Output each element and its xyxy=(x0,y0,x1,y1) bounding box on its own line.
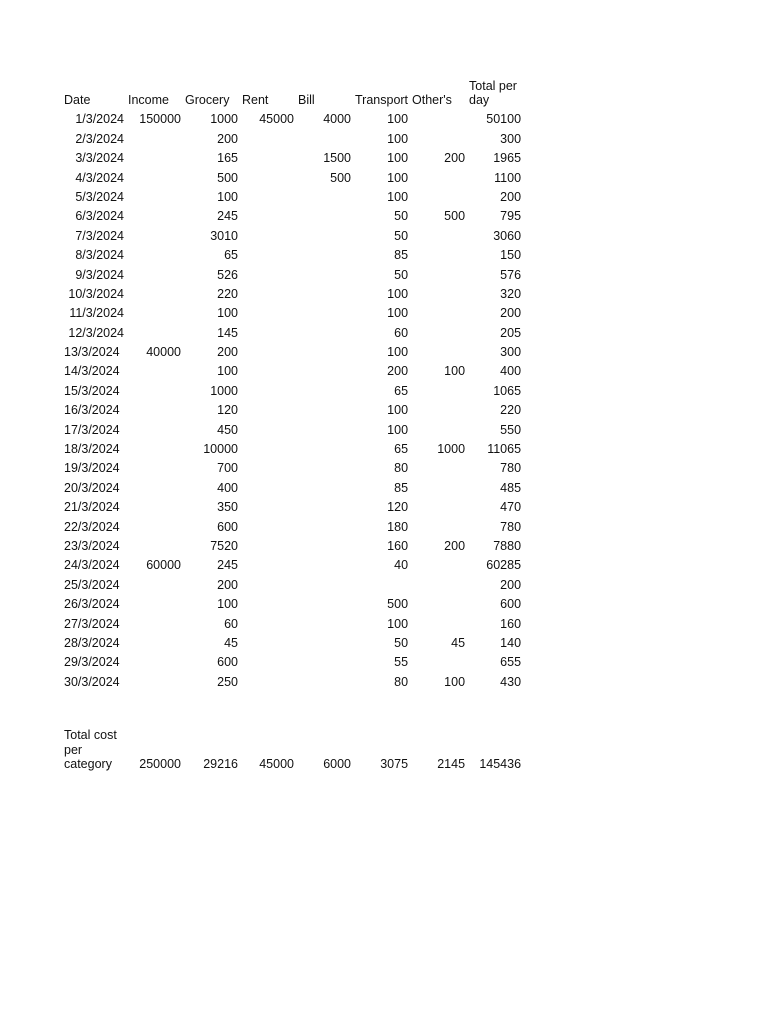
cell-bill[interactable] xyxy=(296,669,353,688)
total-total-per-day[interactable]: 145436 xyxy=(479,757,522,772)
cell-bill[interactable] xyxy=(296,534,353,553)
table-row xyxy=(62,592,523,611)
cell-date[interactable]: 27/3/2024 xyxy=(64,616,120,631)
cell-transport[interactable]: 50 xyxy=(394,209,409,224)
table-row xyxy=(62,650,523,669)
cell-others[interactable] xyxy=(410,417,467,436)
cell-grocery[interactable]: 100 xyxy=(217,364,238,379)
table-row xyxy=(62,107,523,126)
cell-income[interactable] xyxy=(126,223,183,242)
cell-bill[interactable] xyxy=(296,417,353,436)
cell-bill[interactable] xyxy=(296,223,353,242)
cell-rent[interactable] xyxy=(240,185,296,204)
cell-transport[interactable]: 40 xyxy=(394,558,409,573)
cell-others[interactable] xyxy=(410,475,467,494)
header-grocery[interactable]: Grocery xyxy=(185,93,230,107)
cell-bill[interactable] xyxy=(296,398,353,417)
cell-transport[interactable]: 80 xyxy=(394,461,409,476)
cell-total-per-day[interactable]: 655 xyxy=(500,655,522,670)
cell-total-per-day[interactable]: 780 xyxy=(500,461,522,476)
cell-bill[interactable] xyxy=(296,514,353,533)
cell-grocery[interactable]: 100 xyxy=(217,189,238,204)
cell-income[interactable] xyxy=(126,456,183,475)
cell-income[interactable] xyxy=(126,126,183,145)
totals-row xyxy=(62,727,523,772)
cell-total-per-day[interactable]: 600 xyxy=(500,597,522,612)
cell-income[interactable] xyxy=(126,437,183,456)
cell-income[interactable] xyxy=(126,631,183,650)
cell-date[interactable]: 4/3/2024 xyxy=(75,170,124,185)
cell-others[interactable] xyxy=(410,514,467,533)
table-row xyxy=(62,320,523,339)
cell-income[interactable] xyxy=(126,185,183,204)
cell-bill[interactable] xyxy=(296,262,353,281)
cell-total-per-day[interactable]: 200 xyxy=(500,189,522,204)
header-income[interactable]: Income xyxy=(128,93,169,107)
cell-income[interactable] xyxy=(126,514,183,533)
cell-rent[interactable]: 45000 xyxy=(259,112,294,127)
cell-total-per-day[interactable]: 150 xyxy=(500,248,522,263)
cell-total-per-day[interactable]: 140 xyxy=(500,635,522,650)
cell-others[interactable] xyxy=(410,165,467,184)
spreadsheet xyxy=(62,76,523,772)
cell-income[interactable]: 40000 xyxy=(146,345,181,360)
total-rent[interactable]: 45000 xyxy=(259,757,294,772)
table-row xyxy=(62,572,523,591)
empty-cell[interactable] xyxy=(183,689,240,727)
cell-bill[interactable] xyxy=(296,282,353,301)
table-row xyxy=(62,359,523,378)
cell-total-per-day[interactable]: 200 xyxy=(500,306,522,321)
header-bill[interactable]: Bill xyxy=(298,93,315,107)
total-transport[interactable]: 3075 xyxy=(380,757,409,772)
cell-transport[interactable] xyxy=(353,572,410,591)
cell-transport[interactable]: 65 xyxy=(394,442,409,457)
table-row xyxy=(62,669,523,688)
empty-cell[interactable] xyxy=(410,689,467,727)
cell-bill[interactable] xyxy=(296,340,353,359)
cell-rent[interactable] xyxy=(240,126,296,145)
cell-grocery[interactable]: 450 xyxy=(217,422,238,437)
cell-total-per-day[interactable]: 60285 xyxy=(486,558,522,573)
cell-bill[interactable]: 1500 xyxy=(323,151,351,166)
cell-others[interactable] xyxy=(410,398,467,417)
cell-date[interactable]: 8/3/2024 xyxy=(75,248,124,263)
cell-date[interactable]: 13/3/2024 xyxy=(64,345,120,360)
cell-grocery[interactable]: 200 xyxy=(217,131,238,146)
table-row xyxy=(62,553,523,572)
cell-date[interactable]: 16/3/2024 xyxy=(64,403,120,418)
cell-date[interactable]: 28/3/2024 xyxy=(64,635,120,650)
empty-row xyxy=(62,689,523,727)
cell-date[interactable]: 15/3/2024 xyxy=(64,383,120,398)
cell-rent[interactable] xyxy=(240,340,296,359)
cell-rent[interactable] xyxy=(240,204,296,223)
cell-date[interactable]: 19/3/2024 xyxy=(64,461,120,476)
cell-grocery[interactable]: 120 xyxy=(217,403,238,418)
cell-others[interactable]: 500 xyxy=(444,209,466,224)
cell-income[interactable] xyxy=(126,301,183,320)
cell-bill[interactable] xyxy=(296,456,353,475)
cell-income[interactable] xyxy=(126,243,183,262)
cell-date[interactable]: 30/3/2024 xyxy=(64,674,120,689)
cell-transport[interactable]: 100 xyxy=(387,151,409,166)
cell-total-per-day[interactable]: 11065 xyxy=(487,442,522,457)
cell-date[interactable]: 14/3/2024 xyxy=(64,364,120,379)
cell-others[interactable] xyxy=(410,107,467,126)
cell-date[interactable]: 18/3/2024 xyxy=(64,442,120,457)
cell-others[interactable] xyxy=(410,185,467,204)
cell-total-per-day[interactable]: 400 xyxy=(500,364,522,379)
total-income[interactable]: 250000 xyxy=(139,757,181,772)
cell-income[interactable] xyxy=(126,417,183,436)
cell-bill[interactable] xyxy=(296,301,353,320)
cell-total-per-day[interactable]: 576 xyxy=(500,267,522,282)
cell-income[interactable]: 150000 xyxy=(139,112,181,127)
cell-grocery[interactable]: 600 xyxy=(217,519,238,534)
cell-grocery[interactable]: 7520 xyxy=(210,538,238,553)
cell-bill[interactable] xyxy=(296,204,353,223)
header-transport[interactable]: Transport xyxy=(355,93,409,107)
cell-date[interactable]: 24/3/2024 xyxy=(64,558,120,573)
cell-grocery[interactable]: 200 xyxy=(217,577,238,592)
total-grocery[interactable]: 29216 xyxy=(203,757,238,772)
cell-total-per-day[interactable]: 7880 xyxy=(493,538,522,553)
cell-others[interactable] xyxy=(410,126,467,145)
cell-date[interactable]: 21/3/2024 xyxy=(64,500,120,515)
cell-grocery[interactable]: 10000 xyxy=(203,442,238,457)
table-row xyxy=(62,456,523,475)
table-row xyxy=(62,204,523,223)
cell-rent[interactable] xyxy=(240,631,296,650)
cell-bill[interactable]: 4000 xyxy=(323,112,351,127)
cell-grocery[interactable]: 100 xyxy=(217,306,238,321)
cell-grocery[interactable]: 3010 xyxy=(210,228,238,243)
cell-date[interactable]: 6/3/2024 xyxy=(75,209,124,224)
cell-transport[interactable]: 60 xyxy=(394,325,409,340)
cell-bill[interactable] xyxy=(296,243,353,262)
cell-bill[interactable] xyxy=(296,126,353,145)
cell-transport[interactable]: 50 xyxy=(394,635,409,650)
table-row xyxy=(62,495,523,514)
cell-rent[interactable] xyxy=(240,243,296,262)
table-row xyxy=(62,398,523,417)
cell-rent[interactable] xyxy=(240,592,296,611)
cell-bill[interactable] xyxy=(296,359,353,378)
cell-total-per-day[interactable]: 3060 xyxy=(493,228,522,243)
cell-others[interactable] xyxy=(410,495,467,514)
cell-income[interactable] xyxy=(126,572,183,591)
header-total-per-day[interactable]: Total per day xyxy=(469,79,517,107)
cell-grocery[interactable]: 200 xyxy=(217,345,238,360)
table-row xyxy=(62,611,523,630)
table-row xyxy=(62,126,523,145)
cell-date[interactable]: 1/3/2024 xyxy=(75,112,124,127)
cell-grocery[interactable]: 145 xyxy=(217,325,238,340)
cell-transport[interactable]: 100 xyxy=(387,170,409,185)
cell-transport[interactable]: 80 xyxy=(394,674,409,689)
cell-total-per-day[interactable]: 205 xyxy=(500,325,522,340)
cell-others[interactable]: 1000 xyxy=(437,442,466,457)
cell-grocery[interactable]: 100 xyxy=(217,597,238,612)
cell-others[interactable] xyxy=(410,650,467,669)
cell-others[interactable] xyxy=(410,223,467,242)
cell-income[interactable] xyxy=(126,378,183,397)
cell-income[interactable] xyxy=(126,398,183,417)
cell-rent[interactable] xyxy=(240,456,296,475)
cell-rent[interactable] xyxy=(240,282,296,301)
cell-total-per-day[interactable]: 200 xyxy=(500,577,522,592)
table-row xyxy=(62,534,523,553)
cell-date[interactable]: 20/3/2024 xyxy=(64,480,120,495)
cell-grocery[interactable]: 350 xyxy=(217,500,238,515)
header-date[interactable]: Date xyxy=(64,93,91,107)
cell-others[interactable]: 200 xyxy=(444,538,466,553)
cell-income[interactable] xyxy=(126,320,183,339)
cell-grocery[interactable]: 526 xyxy=(217,267,238,282)
cell-grocery[interactable]: 400 xyxy=(217,480,238,495)
cell-total-per-day[interactable]: 550 xyxy=(500,422,522,437)
cell-rent[interactable] xyxy=(240,417,296,436)
cell-transport[interactable]: 100 xyxy=(387,306,409,321)
table-row xyxy=(62,282,523,301)
cell-income[interactable] xyxy=(126,669,183,688)
cell-bill[interactable] xyxy=(296,631,353,650)
totals-label[interactable]: Total cost per category xyxy=(64,728,117,772)
cell-grocery[interactable]: 245 xyxy=(217,209,238,224)
cell-others[interactable]: 200 xyxy=(444,151,466,166)
cell-others[interactable] xyxy=(410,262,467,281)
empty-cell[interactable] xyxy=(296,689,353,727)
table-row xyxy=(62,223,523,242)
table-row xyxy=(62,146,523,165)
cell-date[interactable]: 3/3/2024 xyxy=(75,151,124,166)
empty-cell[interactable] xyxy=(126,689,183,727)
cell-total-per-day[interactable]: 795 xyxy=(500,209,522,224)
cell-grocery[interactable]: 65 xyxy=(224,248,238,263)
cell-income[interactable] xyxy=(126,146,183,165)
cell-rent[interactable] xyxy=(240,475,296,494)
cell-transport[interactable]: 50 xyxy=(394,228,409,243)
cell-transport[interactable]: 100 xyxy=(387,422,409,437)
cell-rent[interactable] xyxy=(240,398,296,417)
cell-income[interactable] xyxy=(126,592,183,611)
cell-date[interactable]: 25/3/2024 xyxy=(64,577,120,592)
cell-income[interactable] xyxy=(126,650,183,669)
table-row xyxy=(62,514,523,533)
cell-date[interactable]: 22/3/2024 xyxy=(64,519,120,534)
cell-total-per-day[interactable]: 50100 xyxy=(486,112,522,127)
cell-bill[interactable] xyxy=(296,611,353,630)
cell-others[interactable] xyxy=(410,301,467,320)
cell-others[interactable] xyxy=(410,572,467,591)
cell-date[interactable]: 17/3/2024 xyxy=(64,422,120,437)
cell-rent[interactable] xyxy=(240,301,296,320)
table-row xyxy=(62,262,523,281)
cell-transport[interactable]: 100 xyxy=(387,286,409,301)
cell-total-per-day[interactable]: 1065 xyxy=(493,383,522,398)
cell-rent[interactable] xyxy=(240,262,296,281)
cell-transport[interactable]: 100 xyxy=(387,616,409,631)
cell-transport[interactable]: 100 xyxy=(387,112,409,127)
cell-grocery[interactable]: 45 xyxy=(224,635,238,650)
total-others[interactable]: 2145 xyxy=(437,757,466,772)
cell-others[interactable] xyxy=(410,611,467,630)
cell-rent[interactable] xyxy=(240,495,296,514)
cell-transport[interactable]: 50 xyxy=(394,267,409,282)
cell-grocery[interactable]: 245 xyxy=(217,558,238,573)
cell-transport[interactable]: 100 xyxy=(387,189,409,204)
cell-bill[interactable] xyxy=(296,553,353,572)
cell-bill[interactable] xyxy=(296,320,353,339)
cell-rent[interactable] xyxy=(240,534,296,553)
cell-income[interactable] xyxy=(126,611,183,630)
cell-rent[interactable] xyxy=(240,320,296,339)
empty-cell[interactable] xyxy=(240,689,296,727)
cell-transport[interactable]: 200 xyxy=(387,364,409,379)
cell-others[interactable]: 100 xyxy=(444,674,466,689)
cell-total-per-day[interactable]: 300 xyxy=(500,131,522,146)
cell-income[interactable] xyxy=(126,282,183,301)
cell-rent[interactable] xyxy=(240,611,296,630)
cell-total-per-day[interactable]: 320 xyxy=(500,286,522,301)
cell-income[interactable] xyxy=(126,359,183,378)
cell-income[interactable] xyxy=(126,165,183,184)
cell-others[interactable] xyxy=(410,282,467,301)
header-rent[interactable]: Rent xyxy=(242,93,269,107)
cell-grocery[interactable]: 60 xyxy=(224,616,238,631)
empty-cell[interactable] xyxy=(467,689,523,727)
cell-income[interactable] xyxy=(126,475,183,494)
table-row xyxy=(62,631,523,650)
cell-transport[interactable]: 500 xyxy=(387,597,409,612)
cell-date[interactable]: 9/3/2024 xyxy=(75,267,124,282)
expense-table xyxy=(62,76,523,772)
table-row xyxy=(62,417,523,436)
cell-total-per-day[interactable]: 300 xyxy=(500,345,522,360)
cell-total-per-day[interactable]: 220 xyxy=(500,403,522,418)
cell-bill[interactable] xyxy=(296,185,353,204)
cell-others[interactable] xyxy=(410,553,467,572)
cell-date[interactable]: 10/3/2024 xyxy=(68,286,124,301)
table-row xyxy=(62,437,523,456)
cell-rent[interactable] xyxy=(240,437,296,456)
cell-grocery[interactable]: 700 xyxy=(217,461,238,476)
cell-transport[interactable]: 100 xyxy=(387,403,409,418)
cell-income[interactable] xyxy=(126,495,183,514)
cell-transport[interactable]: 55 xyxy=(394,655,409,670)
cell-others[interactable] xyxy=(410,340,467,359)
header-row xyxy=(62,76,523,107)
cell-date[interactable]: 7/3/2024 xyxy=(75,228,124,243)
cell-transport[interactable]: 85 xyxy=(394,480,409,495)
cell-date[interactable]: 29/3/2024 xyxy=(64,655,120,670)
cell-grocery[interactable]: 600 xyxy=(217,655,238,670)
cell-transport[interactable]: 100 xyxy=(387,345,409,360)
cell-rent[interactable] xyxy=(240,553,296,572)
cell-transport[interactable]: 120 xyxy=(387,500,409,515)
cell-bill[interactable] xyxy=(296,572,353,591)
cell-bill[interactable] xyxy=(296,650,353,669)
total-bill[interactable]: 6000 xyxy=(323,757,351,772)
cell-date[interactable]: 26/3/2024 xyxy=(64,597,120,612)
cell-transport[interactable]: 100 xyxy=(387,131,409,146)
cell-bill[interactable] xyxy=(296,495,353,514)
cell-rent[interactable] xyxy=(240,572,296,591)
cell-income[interactable] xyxy=(126,204,183,223)
cell-grocery[interactable]: 250 xyxy=(217,674,238,689)
empty-cell[interactable] xyxy=(353,689,410,727)
table-row xyxy=(62,340,523,359)
table-row xyxy=(62,301,523,320)
cell-date[interactable]: 12/3/2024 xyxy=(68,325,124,340)
cell-bill[interactable]: 500 xyxy=(330,170,351,185)
cell-grocery[interactable]: 165 xyxy=(217,151,238,166)
cell-others[interactable] xyxy=(410,378,467,397)
cell-bill[interactable] xyxy=(296,437,353,456)
cell-date[interactable]: 5/3/2024 xyxy=(75,189,124,204)
cell-total-per-day[interactable]: 470 xyxy=(500,500,522,515)
cell-others[interactable] xyxy=(410,320,467,339)
cell-transport[interactable]: 65 xyxy=(394,383,409,398)
cell-bill[interactable] xyxy=(296,378,353,397)
cell-rent[interactable] xyxy=(240,378,296,397)
cell-grocery[interactable]: 1000 xyxy=(210,112,238,127)
cell-rent[interactable] xyxy=(240,514,296,533)
cell-income[interactable] xyxy=(126,534,183,553)
empty-cell[interactable] xyxy=(62,689,126,727)
cell-total-per-day[interactable]: 485 xyxy=(500,480,522,495)
table-row xyxy=(62,185,523,204)
cell-rent[interactable] xyxy=(240,223,296,242)
cell-income[interactable]: 60000 xyxy=(146,558,181,573)
cell-grocery[interactable]: 220 xyxy=(217,286,238,301)
cell-others[interactable] xyxy=(410,456,467,475)
cell-transport[interactable]: 85 xyxy=(394,248,409,263)
table-row xyxy=(62,165,523,184)
cell-bill[interactable] xyxy=(296,592,353,611)
cell-date[interactable]: 11/3/2024 xyxy=(69,306,124,321)
cell-total-per-day[interactable]: 430 xyxy=(500,674,522,689)
cell-rent[interactable] xyxy=(240,650,296,669)
cell-others[interactable] xyxy=(410,592,467,611)
cell-transport[interactable]: 160 xyxy=(387,538,409,553)
cell-total-per-day[interactable]: 780 xyxy=(500,519,522,534)
cell-income[interactable] xyxy=(126,262,183,281)
cell-rent[interactable] xyxy=(240,359,296,378)
cell-date[interactable]: 23/3/2024 xyxy=(64,538,120,553)
cell-total-per-day[interactable]: 1965 xyxy=(493,151,522,166)
table-row xyxy=(62,378,523,397)
cell-others[interactable]: 45 xyxy=(451,635,466,650)
table-row xyxy=(62,475,523,494)
cell-date[interactable]: 2/3/2024 xyxy=(75,131,124,146)
cell-rent[interactable] xyxy=(240,146,296,165)
cell-grocery[interactable]: 500 xyxy=(217,170,238,185)
cell-bill[interactable] xyxy=(296,475,353,494)
cell-rent[interactable] xyxy=(240,669,296,688)
cell-transport[interactable]: 180 xyxy=(387,519,409,534)
cell-total-per-day[interactable]: 1100 xyxy=(494,170,522,185)
cell-others[interactable] xyxy=(410,243,467,262)
cell-rent[interactable] xyxy=(240,165,296,184)
table-row xyxy=(62,243,523,262)
cell-grocery[interactable]: 1000 xyxy=(210,383,238,398)
cell-total-per-day[interactable]: 160 xyxy=(500,616,522,631)
header-others[interactable]: Other's xyxy=(412,93,452,107)
cell-others[interactable]: 100 xyxy=(444,364,466,379)
